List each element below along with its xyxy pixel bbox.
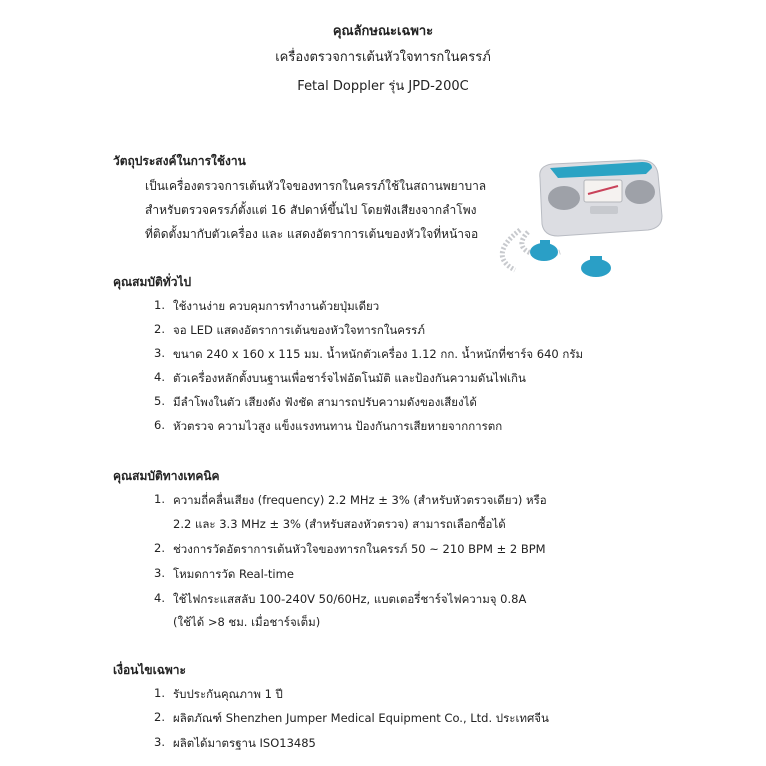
conditions-item-num: 1.: [154, 686, 165, 700]
general-item-text: จอ LED แสดงอัตราการเต้นของหัวใจทารกในครรภ์: [173, 323, 425, 337]
technical-item-num: 2.: [154, 541, 165, 555]
general-item-text: ตัวเครื่องหลักตั้งบนฐานเพื่อชาร์จไฟอัตโนมัติ และป้องกันความดันไฟเกิน: [173, 371, 526, 385]
technical-item-num: 4.: [154, 591, 165, 605]
purpose-line: ที่ติดตั้งมากับตัวเครื่อง และ แสดงอัตราการเต้นของหัวใจที่หน้าจอ: [145, 227, 479, 241]
general-item-text: หัวตรวจ ความไวสูง แข็งแรงทนทาน ป้องกันการเสียหายจากการตก: [173, 419, 503, 433]
conditions-heading: เงื่อนไขเฉพาะ: [113, 663, 186, 677]
product-model: Fetal Doppler รุ่น JPD-200C: [297, 79, 469, 94]
purpose-line: เป็นเครื่องตรวจการเต้นหัวใจของทารกในครรภ์ใช้ในสถานพยาบาล: [145, 179, 487, 193]
technical-heading: คุณสมบัติทางเทคนิค: [113, 469, 220, 483]
technical-item-text: ใช้ไฟกระแสสลับ 100-240V 50/60Hz, แบตเตอรี่ชาร์จไฟความจุ 0.8A: [173, 592, 527, 606]
general-item-num: 6.: [154, 418, 165, 432]
conditions-item-text: ผลิตได้มาตรฐาน ISO13485: [173, 736, 316, 750]
general-item-num: 3.: [154, 346, 165, 360]
conditions-item-num: 2.: [154, 710, 165, 724]
technical-item-num: 3.: [154, 566, 165, 580]
general-item-num: 4.: [154, 370, 165, 384]
general-item-num: 1.: [154, 298, 165, 312]
general-item-num: 2.: [154, 322, 165, 336]
technical-item-text: โหมดการวัด Real-time: [173, 567, 294, 581]
general-item-text: ใช้งานง่าย ควบคุมการทำงานด้วยปุ่มเดียว: [173, 299, 380, 313]
general-item-text: มีลำโพงในตัว เสียงดัง ฟังชัด สามารถปรับความดังของเสียงได้: [173, 395, 477, 409]
general-item-text: ขนาด 240 x 160 x 115 มม. น้ำหนักตัวเครื่อง 1.12 กก. น้ำหนักที่ชาร์จ 640 กรัม: [173, 347, 584, 361]
technical-item-cont: (ใช้ได้ >8 ชม. เมื่อชาร์จเต็ม): [173, 615, 321, 629]
technical-item-text: ช่วงการวัดอัตราการเต้นหัวใจของทารกในครรภ์ 50 ~ 210 BPM ± 2 BPM: [173, 542, 546, 556]
fetal-doppler-device-icon: [480, 150, 668, 280]
conditions-item-text: รับประกันคุณภาพ 1 ปี: [173, 687, 283, 701]
purpose-line: สำหรับตรวจครรภ์ตั้งแต่ 16 สัปดาห์ขึ้นไป โดยฟังเสียงจากลำโพง: [145, 203, 477, 217]
technical-item-text: ความถี่คลื่นเสียง (frequency) 2.2 MHz ± 3% (สำหรับหัวตรวจเดียว) หรือ: [173, 493, 547, 507]
page-subtitle: เครื่องตรวจการเต้นหัวใจทารกในครรภ์: [275, 50, 491, 65]
purpose-heading: วัตถุประสงค์ในการใช้งาน: [113, 154, 246, 168]
technical-item-num: 1.: [154, 492, 165, 506]
conditions-item-text: ผลิตภัณฑ์ Shenzhen Jumper Medical Equipment Co., Ltd. ประเทศจีน: [173, 711, 549, 725]
conditions-item-num: 3.: [154, 735, 165, 749]
general-heading: คุณสมบัติทั่วไป: [113, 275, 192, 289]
page-title: คุณลักษณะเฉพาะ: [332, 24, 434, 39]
general-item-num: 5.: [154, 394, 165, 408]
technical-item-cont: 2.2 และ 3.3 MHz ± 3% (สำหรับสองหัวตรวจ) สามารถเลือกซื้อได้: [173, 517, 506, 531]
